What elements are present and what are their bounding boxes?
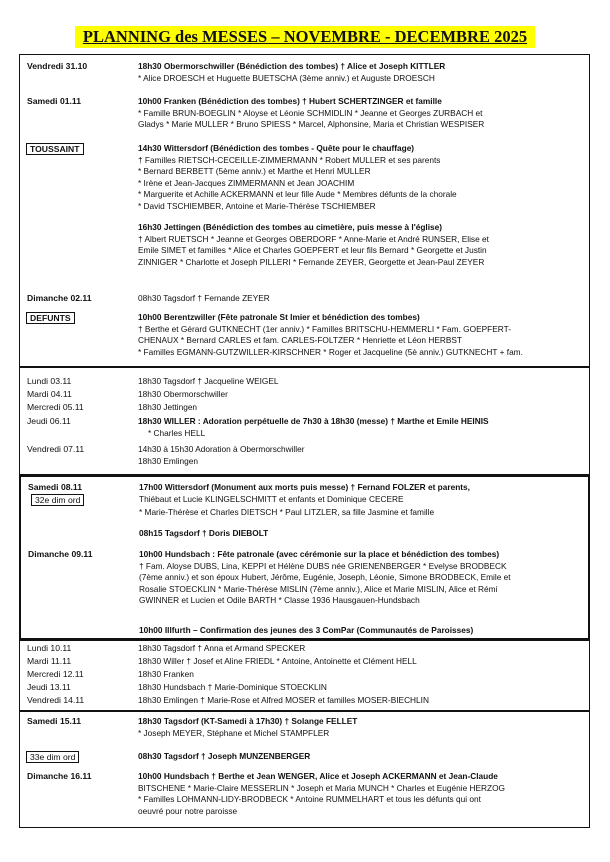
mass-line: 18h30 Willer † Josef et Aline FRIEDL * Antoine, Antoinette et Clément HELL [138, 656, 417, 666]
intention-line: * Familles EGMANN-GUTZWILLER-KIRSCHNER * Roger et Jacqueline (5è anniv.) GUTKNECHT + fam. [138, 346, 523, 357]
day-label: Mardi 04.11 [27, 389, 72, 399]
mass-line: 18h30 Obermorschwiller (Bénédiction des tombes) † Alice et Joseph KITTLER [138, 61, 446, 71]
section-15-16-nov [19, 711, 590, 828]
day-label: Lundi 03.11 [27, 376, 72, 386]
intention-line: * Joseph MEYER, Stéphane et Michel STAMPFLER [138, 727, 330, 738]
mass-line: 10h00 Hundsbach † Berthe et Jean WENGER, Alice et Joseph ACKERMANN et Jean-Claude [138, 771, 498, 781]
intention-line: ZINNIGER * Charlotte et Joseph PILLERI * Fernande ZEYER, Georgette et Jean-Paul ZEYER [138, 256, 485, 267]
mass-line: 17h00 Wittersdorf (Monument aux morts puis messe) † Fernand FOLZER et parents, [139, 482, 470, 492]
intention-line: * Famille BRUN-BOEGLIN * Aloyse et Léonie SCHMIDLIN * Jeanne et Georges ZURBACH et [138, 107, 483, 118]
intention-line: * Familles LOHMANN-LIDY-BRODBECK * Antoine RUMMELHART et tous les défunts qui ont [138, 794, 481, 804]
mass-line: 18h30 Tagsdorf † Jacqueline WEIGEL [138, 376, 279, 386]
entry-mercredi-05-11 [20, 402, 589, 414]
day-label: Dimanche 16.11 [27, 771, 92, 781]
intention-line: * Marie-Thérèse et Charles DIETSCH * Paul LITZLER, sa fille Jasmine et famille [139, 507, 435, 517]
intention-line: † Fam. Aloyse DUBS, Lina, KEPPI et Hélène DUBS née GRIENENBERGER * Evelyse BRODBECK [139, 560, 507, 571]
mass-line: 18h30 Jettingen [138, 402, 198, 412]
entry-jeudi-13-11 [20, 682, 589, 694]
mass-line: 10h00 Illfurth – Confirmation des jeunes des 3 ComPar (Communautés de Paroisses) [139, 625, 474, 635]
mass-line: 10h00 Franken (Bénédiction des tombes) † Hubert SCHERTZINGER et famille [138, 96, 442, 106]
mass-line: 08h15 Tagsdorf † Doris DIEBOLT [139, 528, 269, 538]
intention-line: (7ème anniv.) et son époux Hubert, Jérôme, Eugénie, Joseph, Léonie, Simone BRODBECK, Emile et [139, 572, 511, 582]
mass-line: 18h30 Tagsdorf (KT-Samedi à 17h30) † Solange FELLET [138, 716, 358, 726]
section-03-07-nov [19, 367, 590, 475]
entry-lundi-03-11 [20, 376, 589, 388]
mass-line: 14h30 Wittersdorf (Bénédiction des tombes - Quête pour le chauffage) [138, 143, 415, 153]
mass-line: 18h30 Emlingen [138, 455, 198, 466]
sunday-ordinal-label: 32e dim ord [31, 494, 84, 506]
mass-line: 10h00 Berentzwiller (Fête patronale St Imier et bénédiction des tombes) [138, 312, 420, 322]
day-label: Mardi 11.11 [27, 656, 72, 666]
entry-33e-dim-ord [20, 751, 589, 764]
day-label: Jeudi 06.11 [27, 416, 71, 426]
intention-line: † Familles RIETSCH-CECEILLE-ZIMMERMANN * Robert MULLER et ses parents [138, 154, 441, 165]
entry-lundi-10-11 [20, 643, 589, 655]
day-label: Dimanche 02.11 [27, 293, 92, 303]
intention-line: † Albert RUETSCH * Jeanne et Georges OBERDORF * Anne-Marie et André RUNSER, Elise et [138, 233, 489, 244]
feast-label: DEFUNTS [26, 312, 75, 324]
intention-line: Rosalie STOECKLIN * Marie-Thérèse MISLIN (7ème anniv.), Alice et Marie MISLIN, Alice et Rémi [139, 583, 498, 594]
sunday-ordinal-label: 33e dim ord [26, 751, 79, 763]
intention-line: * Irène et Jean-Jacques ZIMMERMANN et Jean JOACHIM [138, 177, 355, 188]
mass-line: 14h30 à 15h30 Adoration à Obermorschwiller [138, 444, 305, 454]
mass-line: 18h30 Franken [138, 669, 194, 679]
intention-line: Gladys * Marie MULLER * Bruno SPIESS * Marcel, Alphonsine, Maria et Christian WESPISER [138, 119, 485, 129]
intention-line: oeuvré pour notre paroisse [138, 805, 238, 816]
mass-line: 18h30 Hundsbach † Marie-Dominique STOECKLIN [138, 682, 327, 692]
entry-dimanche-09-11 [21, 549, 588, 611]
intention-line: * Bernard BERBETT (5ème anniv.) et Marthe et Henri MULLER [138, 166, 371, 176]
entry-samedi-15-11 [20, 716, 589, 742]
entry-vendredi-31-10 [20, 61, 589, 87]
entry-mercredi-12-11 [20, 669, 589, 681]
entry-dimanche-16-11 [20, 771, 589, 823]
intention-line: * Charles HELL [148, 427, 206, 438]
mass-line: 18h30 Tagsdorf † Anna et Armand SPECKER [138, 643, 306, 653]
day-label: Vendredi 07.11 [27, 444, 85, 454]
day-label: Samedi 15.11 [27, 716, 81, 726]
mass-line: 18h30 Obermorschwiller [138, 389, 228, 399]
day-label: Samedi 08.11 [28, 482, 82, 492]
mass-line: 18h30 Emlingen † Marie-Rose et Alfred MOSER et familles MOSER-BIECHLIN [138, 695, 429, 705]
intention-line: * Alice DROESCH et Huguette BUETSCHA (3ème anniv.) et Auguste DROESCH [138, 72, 435, 83]
mass-line: 10h00 Hundsbach : Fête patronale (avec cérémonie sur la place et bénédiction des tombes) [139, 549, 500, 559]
intention-line: * David TSCHIEMBER, Antoine et Marie-Thérèse TSCHIEMBER [138, 200, 376, 211]
entry-defunts [20, 312, 589, 362]
day-label: Mercredi 05.11 [27, 402, 84, 412]
day-label: Dimanche 09.11 [28, 549, 93, 559]
intention-line: † Berthe et Gérard GUTKNECHT (1er anniv.) * Familles BRITSCHU-HEMMERLI * Fam. GOEPFERT- [138, 323, 511, 334]
entry-dimanche-02-11 [20, 293, 589, 305]
day-label: Vendredi 14.11 [27, 695, 85, 705]
day-label: Lundi 10.11 [27, 643, 72, 653]
intention-line: * Marguerite et Achille ACKERMANN et leur fille Aude * Membres défunts de la chorale [138, 189, 457, 199]
intention-line: Emile SIMET et familles * Alice et Charles GOEPFERT et leur fils Bernard * Georgette et Justin [138, 245, 487, 255]
entry-jettingen-toussaint [20, 222, 589, 270]
entry-mardi-11-11 [20, 656, 589, 668]
entry-illfurth-confirmation [21, 625, 588, 638]
section-08-09-nov [19, 475, 590, 640]
mass-line: 16h30 Jettingen (Bénédiction des tombes au cimetière, puis messe à l'église) [138, 222, 442, 232]
entry-mardi-04-11 [20, 389, 589, 401]
section-31oct-02nov [19, 54, 590, 367]
intention-line: GWINNER et Lucien et Odile BARTH * Classe 1936 Hausgauen-Hundsbach [139, 595, 420, 605]
section-10-14-nov [19, 640, 590, 711]
intention-line: CHENAUX * Bernard CARLES et fam. CARLES-FOLTZER * Henriette et Léon HERBST [138, 335, 462, 345]
page-title: PLANNING des MESSES – NOVEMBRE - DECEMBRE 2025 [75, 26, 535, 48]
day-label: Mercredi 12.11 [27, 669, 84, 679]
entry-toussaint [20, 143, 589, 215]
day-label: Samedi 01.11 [27, 96, 81, 106]
mass-line: 18h30 WILLER : Adoration perpétuelle de 7h30 à 18h30 (messe) † Marthe et Emile HEINIS [138, 416, 489, 426]
mass-line: 08h30 Tagsdorf † Fernande ZEYER [138, 293, 270, 303]
entry-samedi-01-11 [20, 96, 589, 134]
feast-label: TOUSSAINT [26, 143, 84, 155]
entry-jeudi-06-11 [20, 416, 589, 442]
intention-line: Thiébaut et Lucie KLINGELSCHMITT et enfants et Dominique CECERE [139, 493, 404, 504]
day-label: Vendredi 31.10 [27, 61, 88, 71]
entry-samedi-08-11 [21, 482, 588, 522]
intention-line: BITSCHENE * Marie-Claire MESSERLIN * Joseph et Maria MUNCH * Charles et Eugénie HERZOG [138, 782, 506, 793]
day-label: Jeudi 13.11 [27, 682, 71, 692]
entry-vendredi-07-11 [20, 444, 589, 470]
mass-line: 08h30 Tagsdorf † Joseph MUNZENBERGER [138, 751, 311, 761]
entry-vendredi-14-11 [20, 695, 589, 707]
entry-tagsdorf-0815 [21, 528, 588, 541]
